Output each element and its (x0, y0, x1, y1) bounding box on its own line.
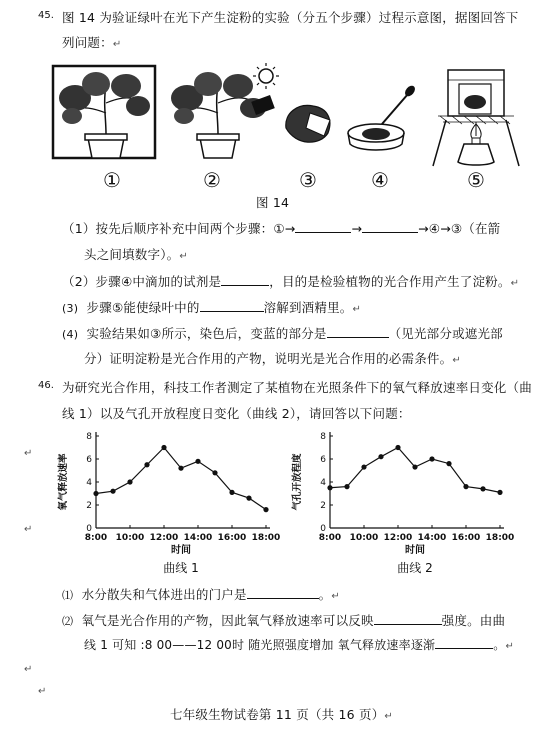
q46-stem-line1: 为研究光合作用，科技工作者测定了某植物在光照条件下的氧气释放速率日变化（曲 (62, 380, 532, 395)
chart-curve-2 (288, 428, 515, 578)
step4-dish-with-dropper (348, 84, 417, 150)
q45-sub3: (3) 步骤⑤能使绿叶中的 溶解到酒精里。↵ (62, 300, 362, 315)
y-tick-label: 6 (320, 455, 326, 465)
data-point (412, 464, 417, 469)
margin-return-mark: ↵ (38, 686, 47, 697)
y-axis-label: 气孔开放程度 (292, 453, 303, 511)
data-point (195, 459, 200, 464)
q46-sub1: ⑴ 水分散失和气体进出的门户是 。↵ (62, 587, 340, 602)
x-tick-label: 14:00 (183, 533, 213, 543)
answer-blank[interactable] (200, 300, 264, 312)
data-point (361, 464, 366, 469)
question-number-45: 45. (38, 10, 54, 21)
q45-stem-line1: 图 14 为验证绿叶在光下产生淀粉的实验（分五个步骤）过程示意图，据图回答下 (62, 10, 519, 25)
x-tick-label: 10:00 (349, 533, 379, 543)
q45-sub4-line2: 分）证明淀粉是光合作用的产物，说明光是光合作用的必需条件。↵ (84, 351, 461, 366)
data-point (246, 496, 251, 501)
step-label-2: ② (203, 168, 221, 192)
figure-caption: 图 14 (256, 195, 290, 210)
x-tick-label: 18:00 (485, 533, 515, 543)
y-tick-label: 0 (86, 524, 92, 534)
data-point (93, 491, 98, 496)
y-tick-label: 2 (86, 501, 92, 511)
data-point (446, 461, 451, 466)
data-point (212, 470, 217, 475)
step2-plant-covered-leaf (171, 63, 279, 158)
x-tick-label: 16:00 (217, 533, 247, 543)
y-tick-label: 8 (320, 432, 326, 442)
x-tick-label: 8:00 (318, 533, 342, 543)
answer-blank[interactable] (247, 587, 319, 599)
series-line (330, 448, 500, 493)
q45-sub2: （2）步骤④中滴加的试剂是 ，目的是检验植物的光合作用产生了淀粉。↵ (62, 274, 520, 289)
step-label-5: ⑤ (467, 168, 485, 192)
chart-title: 曲线 2 (397, 561, 433, 575)
data-point (344, 484, 349, 489)
x-tick-label: 18:00 (251, 533, 281, 543)
x-axis-label: 时间 (405, 545, 425, 556)
y-tick-label: 6 (86, 455, 92, 465)
step1-plant-in-frame (53, 66, 155, 158)
step5-water-bath-burner (433, 70, 519, 166)
series-line (96, 448, 266, 510)
data-point (144, 462, 149, 467)
data-point (178, 466, 183, 471)
question-number-46: 46. (38, 380, 54, 391)
step-label-4: ④ (371, 168, 389, 192)
margin-return-mark: ↵ (24, 664, 33, 675)
step3-stained-leaf (286, 105, 330, 142)
x-axis-label: 时间 (171, 545, 191, 556)
answer-blank[interactable] (362, 221, 418, 233)
margin-return-mark: ↵ (24, 524, 33, 535)
chart-curve-1 (54, 428, 281, 578)
x-tick-label: 14:00 (417, 533, 447, 543)
data-point (395, 445, 400, 450)
step-label-3: ③ (299, 168, 317, 192)
data-point (480, 486, 485, 491)
answer-blank[interactable] (374, 613, 442, 625)
data-point (463, 484, 468, 489)
q45-stem-line2: 列问题：↵ (62, 35, 122, 50)
y-tick-label: 4 (86, 478, 92, 488)
x-tick-label: 12:00 (383, 533, 413, 543)
y-axis-label: 氧气释放速率 (58, 453, 69, 511)
data-point (497, 490, 502, 495)
answer-blank[interactable] (435, 637, 493, 649)
margin-return-mark: ↵ (24, 448, 33, 459)
data-point (378, 454, 383, 459)
y-tick-label: 8 (86, 432, 92, 442)
q46-stem-line2: 线 1）以及气孔开放程度日变化（曲线 2），请回答以下问题： (62, 406, 411, 421)
step-label-1: ① (103, 168, 121, 192)
q46-sub2-line2: 线 1 可知 :8 00——12 00时 随光照强度增加 氧气释放速率逐渐 。↵ (84, 638, 515, 652)
x-tick-label: 12:00 (149, 533, 179, 543)
data-point (110, 489, 115, 494)
q45-sub1-line1: （1）按先后顺序补充中间两个步骤：①→ → →④→③（在箭 (62, 221, 501, 236)
answer-blank[interactable] (327, 326, 389, 338)
y-tick-label: 4 (320, 478, 326, 488)
page-footer: 七年级生物试卷第 11 页（共 16 页）↵ (170, 707, 393, 722)
data-point (263, 507, 268, 512)
y-tick-label: 0 (320, 524, 326, 534)
answer-blank[interactable] (221, 274, 269, 286)
data-point (127, 479, 132, 484)
q45-sub4-line1: (4) 实验结果如③所示，染色后，变蓝的部分是 （见光部分或遮光部 (62, 326, 503, 341)
data-point (161, 445, 166, 450)
q45-sub1-line2: 头之间填数字）。↵ (84, 247, 188, 262)
chart-title: 曲线 1 (163, 561, 199, 575)
answer-blank[interactable] (295, 221, 351, 233)
q46-sub2-line1: ⑵ 氧气是光合作用的产物，因此氧气释放速率可以反映 强度。由曲 (62, 613, 506, 628)
y-tick-label: 2 (320, 501, 326, 511)
x-tick-label: 16:00 (451, 533, 481, 543)
x-tick-label: 10:00 (115, 533, 145, 543)
x-tick-label: 8:00 (84, 533, 108, 543)
data-point (429, 456, 434, 461)
data-point (327, 485, 332, 490)
data-point (229, 490, 234, 495)
